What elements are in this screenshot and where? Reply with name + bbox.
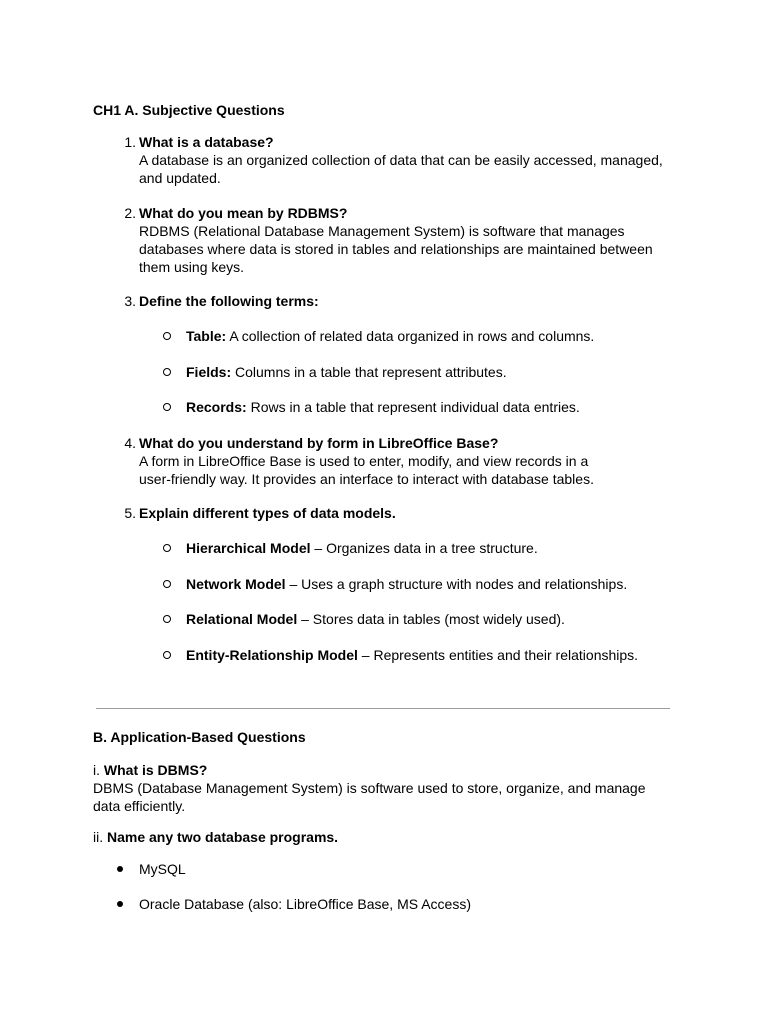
question-5 [139, 504, 684, 522]
question-ii [93, 828, 338, 846]
circle-bullet-icon [163, 651, 171, 659]
circle-bullet-icon [163, 615, 171, 623]
question-4 [139, 434, 609, 488]
question-answer: RDBMS (Relational Database Management System) is software that manages databases where data is stored in tables and relationships are maintained between them using keys. [139, 223, 653, 275]
section-a-title: CH1 A. Subjective Questions [93, 102, 285, 118]
model-definition: – Stores data in tables (most widely used). [297, 611, 565, 627]
term-definition: Rows in a table that represent individual data entries. [246, 399, 580, 415]
term-definition: Columns in a table that represent attributes. [231, 364, 507, 380]
question-number: 1. [124, 134, 136, 150]
question-i [93, 761, 673, 815]
question-title: What do you understand by form in LibreOffice Base? [139, 435, 499, 451]
question-answer: DBMS (Database Management System) is software used to store, organize, and manage data efficiently. [93, 780, 646, 814]
question-title: What is a database? [139, 134, 274, 150]
circle-bullet-icon [163, 368, 171, 376]
term-label: Fields: [186, 364, 232, 380]
model-definition: – Organizes data in a tree structure. [310, 540, 538, 556]
question-title: Explain different types of data models. [139, 505, 396, 521]
question-2 [139, 204, 669, 276]
model-label: Hierarchical Model [186, 540, 311, 556]
question-number: i. [93, 762, 104, 778]
section-b-title: B. Application-Based Questions [93, 729, 306, 745]
question-heading [93, 761, 673, 779]
question-1 [139, 133, 684, 187]
term-definition: A collection of related data organized in rows and columns. [226, 328, 595, 344]
question-3 [139, 292, 684, 310]
circle-bullet-icon [163, 544, 171, 552]
question-answer: A database is an organized collection of data that can be easily accessed, managed, and updated. [139, 152, 663, 186]
model-label: Entity-Relationship Model [186, 647, 358, 663]
bullet-icon [117, 901, 123, 907]
model-definition: – Represents entities and their relationships. [357, 647, 639, 663]
model-item [186, 539, 706, 557]
list-item: MySQL [139, 861, 186, 877]
term-item [186, 398, 706, 416]
term-item [186, 327, 706, 345]
circle-bullet-icon [163, 580, 171, 588]
term-label: Table: [186, 328, 227, 344]
question-title: Name any two database programs. [107, 829, 339, 845]
term-label: Records: [186, 399, 247, 415]
model-item [186, 610, 706, 628]
question-title: What do you mean by RDBMS? [139, 205, 348, 221]
question-number: 2. [124, 205, 136, 221]
question-title: Define the following terms: [139, 293, 319, 309]
horizontal-divider [96, 708, 670, 709]
list-item: Oracle Database (also: LibreOffice Base, MS Access) [139, 896, 471, 912]
question-title: What is DBMS? [103, 762, 208, 778]
model-label: Network Model [186, 576, 286, 592]
question-number: 3. [124, 293, 136, 309]
model-item [186, 575, 706, 593]
circle-bullet-icon [163, 332, 171, 340]
question-number: 4. [124, 435, 136, 451]
circle-bullet-icon [163, 403, 171, 411]
model-label: Relational Model [186, 611, 298, 627]
question-answer: A form in LibreOffice Base is used to enter, modify, and view records in a user-friendly way. It provides an interface to interact with database tables. [139, 453, 594, 487]
term-item [186, 363, 706, 381]
question-number: 5. [124, 505, 136, 521]
model-definition: – Uses a graph structure with nodes and relationships. [285, 576, 628, 592]
model-item [186, 646, 706, 664]
bullet-icon [117, 866, 123, 872]
question-number: ii. [93, 829, 107, 845]
